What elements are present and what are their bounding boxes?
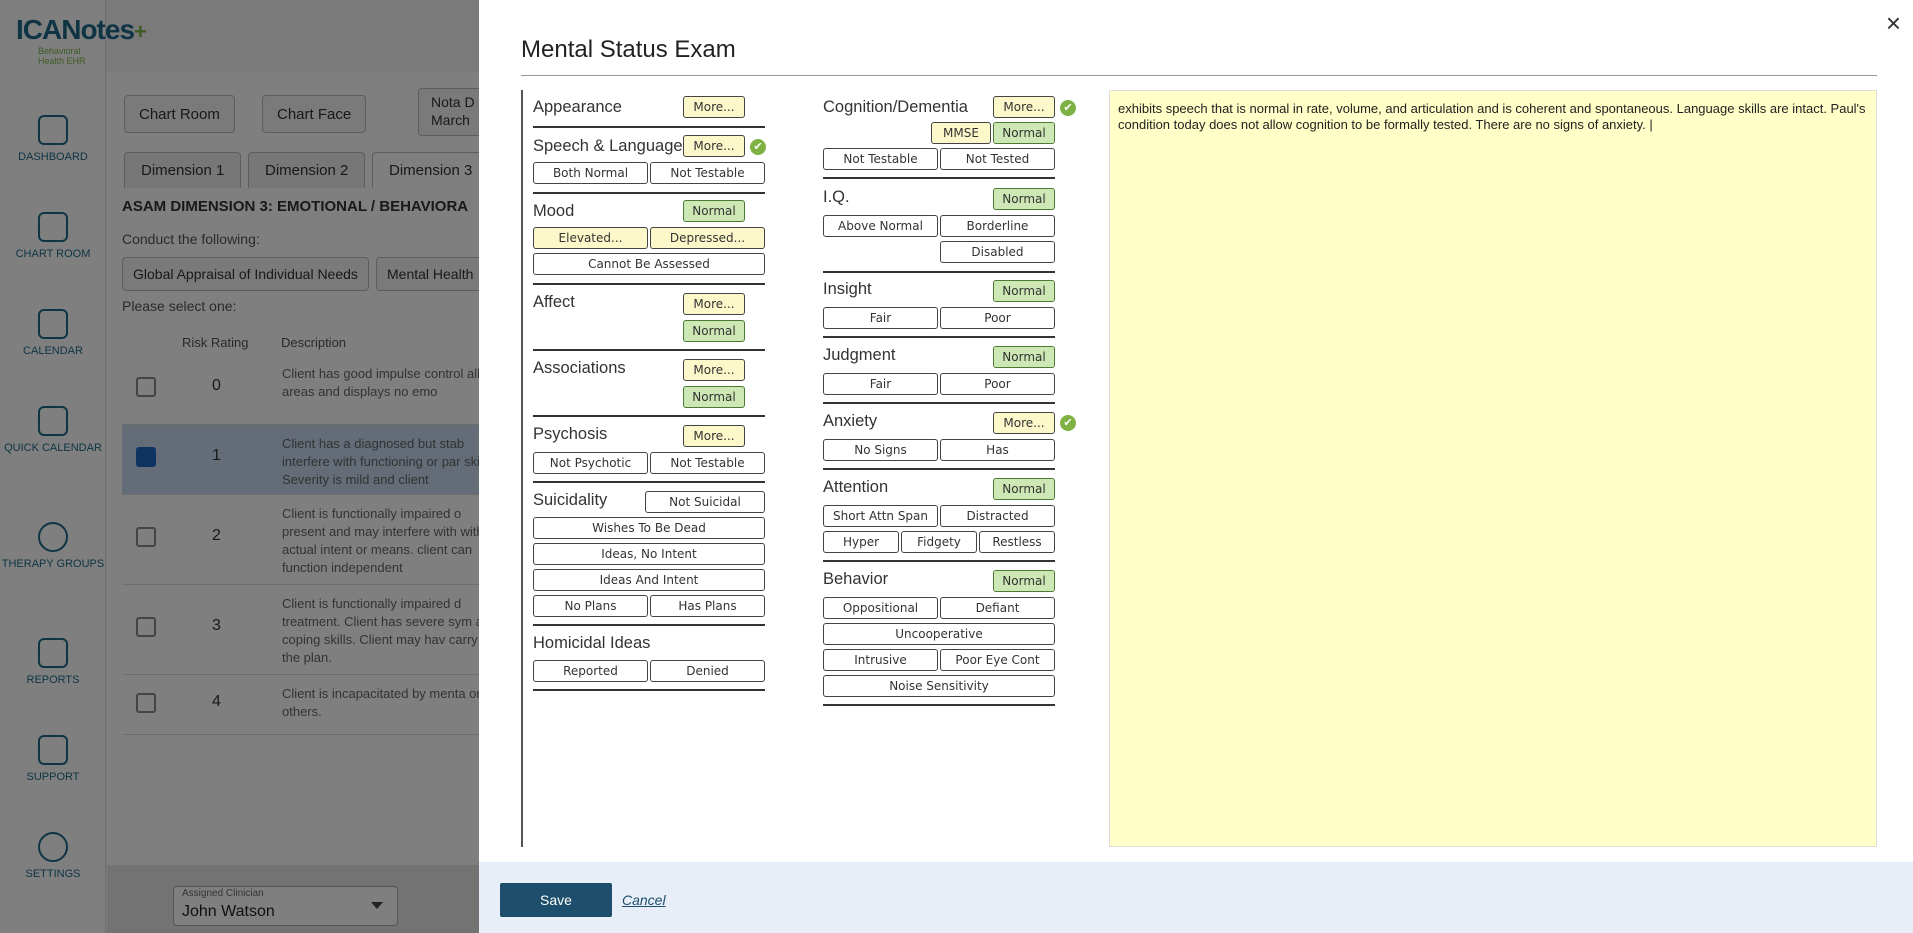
divider: [823, 336, 1055, 338]
iq-title: I.Q.: [823, 188, 850, 206]
oppositional-button[interactable]: Oppositional: [823, 597, 938, 619]
defiant-button[interactable]: Defiant: [940, 597, 1055, 619]
psychosis-more-button[interactable]: More...: [683, 425, 745, 447]
divider: [823, 402, 1055, 404]
check-icon: ✔: [1060, 100, 1076, 116]
speech-title: Speech & Language: [533, 137, 683, 155]
divider: [533, 349, 765, 351]
fidgety-button[interactable]: Fidgety: [901, 531, 977, 553]
speech-both-normal-button[interactable]: Both Normal: [533, 162, 648, 184]
judgment-poor-button[interactable]: Poor: [940, 373, 1055, 395]
associations-normal-button[interactable]: Normal: [683, 386, 745, 408]
divider: [823, 177, 1055, 179]
mental-status-exam-modal: [479, 0, 1913, 933]
mood-normal-button[interactable]: Normal: [683, 200, 745, 222]
judgment-title: Judgment: [823, 346, 896, 364]
associations-more-button[interactable]: More...: [683, 359, 745, 381]
suicidality-title: Suicidality: [533, 491, 608, 509]
save-button[interactable]: Save: [500, 883, 612, 917]
anxiety-more-button[interactable]: More...: [993, 412, 1055, 434]
uncooperative-button[interactable]: Uncooperative: [823, 623, 1055, 645]
divider: [823, 271, 1055, 273]
anxiety-title: Anxiety: [823, 412, 878, 430]
modal-footer: [479, 862, 1913, 933]
distracted-button[interactable]: Distracted: [940, 505, 1055, 527]
insight-fair-button[interactable]: Fair: [823, 307, 938, 329]
cognition-normal-button[interactable]: Normal: [993, 122, 1055, 144]
title-divider: [521, 75, 1877, 76]
insight-title: Insight: [823, 280, 872, 298]
affect-more-button[interactable]: More...: [683, 293, 745, 315]
associations-title: Associations: [533, 359, 626, 377]
homicidal-reported-button[interactable]: Reported: [533, 660, 648, 682]
not-psychotic-button[interactable]: Not Psychotic: [533, 452, 648, 474]
affect-title: Affect: [533, 293, 575, 311]
ideas-no-intent-button[interactable]: Ideas, No Intent: [533, 543, 765, 565]
close-icon[interactable]: ×: [1885, 8, 1901, 38]
judgment-fair-button[interactable]: Fair: [823, 373, 938, 395]
not-suicidal-button[interactable]: Not Suicidal: [645, 491, 765, 513]
behavior-title: Behavior: [823, 570, 889, 588]
homicidal-title: Homicidal Ideas: [533, 634, 651, 652]
has-plans-button[interactable]: Has Plans: [650, 595, 765, 617]
mood-elevated-button[interactable]: Elevated...: [533, 227, 648, 249]
behavior-normal-button[interactable]: Normal: [993, 570, 1055, 592]
divider: [823, 468, 1055, 470]
restless-button[interactable]: Restless: [979, 531, 1055, 553]
homicidal-denied-button[interactable]: Denied: [650, 660, 765, 682]
iq-disabled-button[interactable]: Disabled: [940, 241, 1055, 263]
mmse-button[interactable]: MMSE: [931, 122, 991, 144]
cancel-link[interactable]: Cancel: [622, 892, 666, 908]
attention-title: Attention: [823, 478, 889, 496]
ideas-and-intent-button[interactable]: Ideas And Intent: [533, 569, 765, 591]
insight-poor-button[interactable]: Poor: [940, 307, 1055, 329]
modal-title: Mental Status Exam: [521, 36, 736, 63]
intrusive-button[interactable]: Intrusive: [823, 649, 938, 671]
speech-not-testable-button[interactable]: Not Testable: [650, 162, 765, 184]
divider: [533, 624, 765, 626]
iq-above-normal-button[interactable]: Above Normal: [823, 215, 938, 237]
divider: [533, 192, 765, 194]
exam-options: [521, 90, 1111, 847]
mood-cannot-assess-button[interactable]: Cannot Be Assessed: [533, 253, 765, 275]
poor-eye-contact-button[interactable]: Poor Eye Cont: [940, 649, 1055, 671]
cognition-not-tested-button[interactable]: Not Tested: [940, 148, 1055, 170]
insight-normal-button[interactable]: Normal: [993, 280, 1055, 302]
affect-normal-button[interactable]: Normal: [683, 320, 745, 342]
short-attn-span-button[interactable]: Short Attn Span: [823, 505, 938, 527]
iq-borderline-button[interactable]: Borderline: [940, 215, 1055, 237]
mood-title: Mood: [533, 202, 575, 220]
divider: [533, 415, 765, 417]
no-plans-button[interactable]: No Plans: [533, 595, 648, 617]
check-icon: ✔: [1060, 415, 1076, 431]
wishes-to-be-dead-button[interactable]: Wishes To Be Dead: [533, 517, 765, 539]
mse-note-textarea[interactable]: exhibits speech that is normal in rate, volume, and articulation and is coherent and spontaneous. Language skills are intact. Paul's condition today does not allow cognition to be formally tested. There are no signs of anxiety. |: [1109, 90, 1877, 847]
iq-normal-button[interactable]: Normal: [993, 188, 1055, 210]
mood-depressed-button[interactable]: Depressed...: [650, 227, 765, 249]
divider: [823, 704, 1055, 706]
anxiety-no-signs-button[interactable]: No Signs: [823, 439, 938, 461]
judgment-normal-button[interactable]: Normal: [993, 346, 1055, 368]
hyper-button[interactable]: Hyper: [823, 531, 899, 553]
anxiety-has-button[interactable]: Has: [940, 439, 1055, 461]
speech-more-button[interactable]: More...: [683, 135, 745, 157]
divider: [533, 126, 765, 128]
divider: [823, 560, 1055, 562]
cognition-not-testable-button[interactable]: Not Testable: [823, 148, 938, 170]
divider: [533, 283, 765, 285]
psychosis-title: Psychosis: [533, 425, 608, 443]
psychosis-not-testable-button[interactable]: Not Testable: [650, 452, 765, 474]
appearance-more-button[interactable]: More...: [683, 96, 745, 118]
appearance-title: Appearance: [533, 98, 622, 116]
cognition-title: Cognition/Dementia: [823, 98, 968, 116]
check-icon: ✔: [750, 139, 766, 155]
noise-sensitivity-button[interactable]: Noise Sensitivity: [823, 675, 1055, 697]
divider: [533, 689, 765, 691]
cognition-more-button[interactable]: More...: [993, 96, 1055, 118]
attention-normal-button[interactable]: Normal: [993, 478, 1055, 500]
divider: [533, 481, 765, 483]
